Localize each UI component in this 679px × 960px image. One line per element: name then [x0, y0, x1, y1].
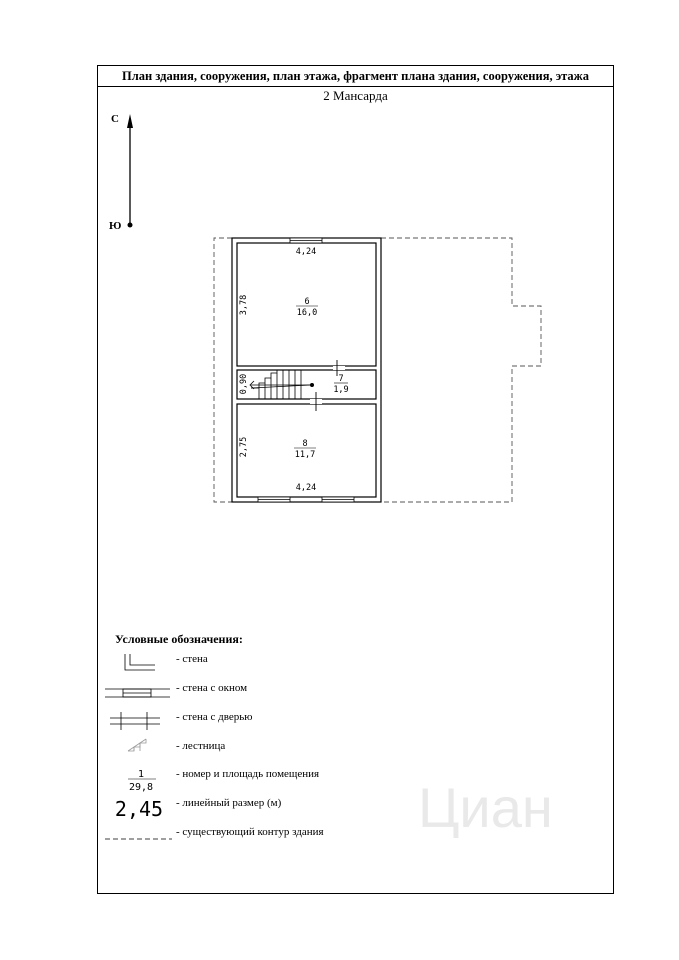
compass-north-label: С: [111, 113, 119, 125]
compass-south-label: Ю: [109, 220, 122, 232]
legend-sample-area: 29,8: [128, 782, 154, 793]
legend-label-wall-door: - стена с дверью: [176, 711, 253, 723]
stairs-legend-icon: [128, 739, 146, 751]
dimension-room7-depth: 0,90: [239, 373, 249, 395]
north-arrow-icon: [127, 114, 133, 128]
legend-label-stairs: - лестница: [176, 740, 226, 752]
door-room-8: [310, 392, 322, 411]
room-8-area: 11,7: [294, 450, 316, 460]
dimension-top-width: 4,24: [295, 247, 317, 257]
window-bottom-2: [322, 497, 354, 502]
watermark-logo: Циан: [418, 776, 553, 839]
legend-label-wall-window: - стена с окном: [176, 682, 248, 694]
window-bottom-1: [258, 497, 290, 502]
legend-label-room-area: - номер и площадь помещения: [176, 768, 320, 780]
legend-label-dimension: - линейный размер (м): [176, 797, 282, 809]
legend-sample-number: 1: [137, 769, 145, 780]
floor-subtitle: 2 Мансарда: [323, 88, 388, 103]
legend-label-wall: - стена: [176, 653, 208, 665]
dimension-room8-depth: 2,75: [239, 436, 249, 458]
legend-sample-dimension: 2,45: [114, 797, 164, 821]
window-top: [290, 238, 322, 243]
wall-door-icon: [110, 712, 160, 730]
room-8-number: 8: [302, 439, 308, 449]
room-7-outline: [237, 370, 376, 399]
legend-title: Условные обозначения:: [115, 632, 243, 646]
dimension-bottom-width: 4,24: [295, 483, 317, 493]
stairs-icon: [250, 370, 312, 399]
dimension-room6-depth: 3,78: [239, 294, 249, 316]
room-7-number: 7: [338, 374, 344, 384]
stair-start-marker: [310, 383, 314, 387]
page-title: План здания, сооружения, план этажа, фрагмент плана здания, сооружения, этажа: [98, 66, 613, 87]
room-6-area: 16,0: [296, 308, 318, 318]
wall-icon: [125, 654, 155, 670]
room-6-number: 6: [304, 297, 310, 307]
wall-window-icon: [105, 689, 170, 697]
legend-label-contour: - существующий контур здания: [176, 826, 324, 838]
room-7-area: 1,9: [333, 385, 349, 395]
compass: [109, 113, 133, 232]
building-walls: [232, 238, 381, 502]
